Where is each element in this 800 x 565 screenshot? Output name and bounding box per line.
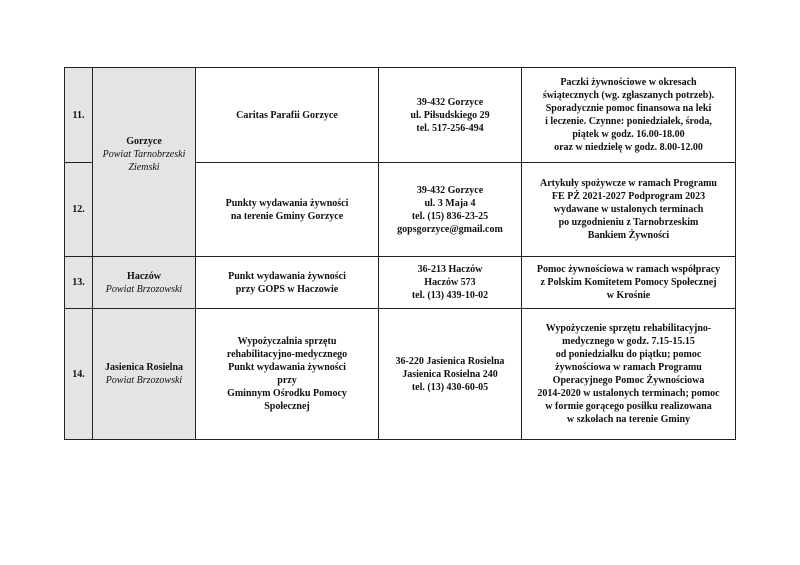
aid-points-table <box>64 67 736 440</box>
location-city: Gorzyce <box>126 135 162 147</box>
row-number: 13. <box>65 257 93 309</box>
address-cell: 39-432 Gorzyce ul. Piłsudskiego 29 tel. 517-256-494 <box>379 68 522 163</box>
location-county: Powiat Tarnobrzeski Ziemski <box>102 148 186 173</box>
description-cell: Wypożyczenie sprzętu rehabilitacyjno- medycznego w godz. 7.15-15.15 od poniedziałku do piątku; pomoc żywnościowa w ramach Programu Operacyjnego Pomoc Żywnościowa 2014-2020 w ustalonych terminach; pomoc w formie gorącego posiłku realizowana w szkołach na terenie Gminy <box>522 309 736 440</box>
location-county: Powiat Brzozowski <box>105 283 183 295</box>
description-cell: Paczki żywnościowe w okresach świątecznych (wg. zgłaszanych potrzeb). Sporadycznie pomoc finansowa na leki i leczenie. Czynne: poniedziałek, środa, piątek w godz. 16.00-18.00 oraz w niedzielę w godz. 8.00-12.00 <box>522 68 736 163</box>
location-city: Jasienica Rosielna <box>104 362 184 373</box>
address-cell: 36-220 Jasienica Rosielna Jasienica Rosielna 240 tel. (13) 430-60-05 <box>379 309 522 440</box>
organization-cell: Wypożyczalnia sprzętu rehabilitacyjno-medycznego Punkt wydawania żywności przy Gminnym Ośrodku Pomocy Społecznej <box>196 309 379 440</box>
location-cell <box>93 68 196 257</box>
address-cell: 36-213 Haczów Haczów 573 tel. (13) 439-10-02 <box>379 257 522 309</box>
description-cell: Pomoc żywnościowa w ramach współpracy z Polskim Komitetem Pomocy Społecznej w Krośnie <box>522 257 736 309</box>
table-row <box>65 257 736 309</box>
organization-cell: Punkt wydawania żywności przy GOPS w Haczowie <box>196 257 379 309</box>
location-cell <box>93 309 196 440</box>
location-county: Powiat Brzozowski <box>105 375 183 386</box>
address-cell: 39-432 Gorzyce ul. 3 Maja 4 tel. (15) 836-23-25 gopsgorzyce@gmail.com <box>379 163 522 257</box>
table-row <box>65 309 736 440</box>
row-number: 11. <box>65 68 93 163</box>
location-cell <box>93 257 196 309</box>
row-number: 14. <box>65 309 93 440</box>
organization-cell: Punkty wydawania żywności na terenie Gminy Gorzyce <box>196 163 379 257</box>
table-row <box>65 68 736 163</box>
location-city: Haczów <box>127 270 161 282</box>
description-cell: Artykuły spożywcze w ramach Programu FE PŻ 2021-2027 Podprogram 2023 wydawane w ustalonych terminach po uzgodnieniu z Tarnobrzeskim Bankiem Żywności <box>522 163 736 257</box>
organization-cell: Caritas Parafii Gorzyce <box>196 68 379 163</box>
row-number: 12. <box>65 163 93 257</box>
